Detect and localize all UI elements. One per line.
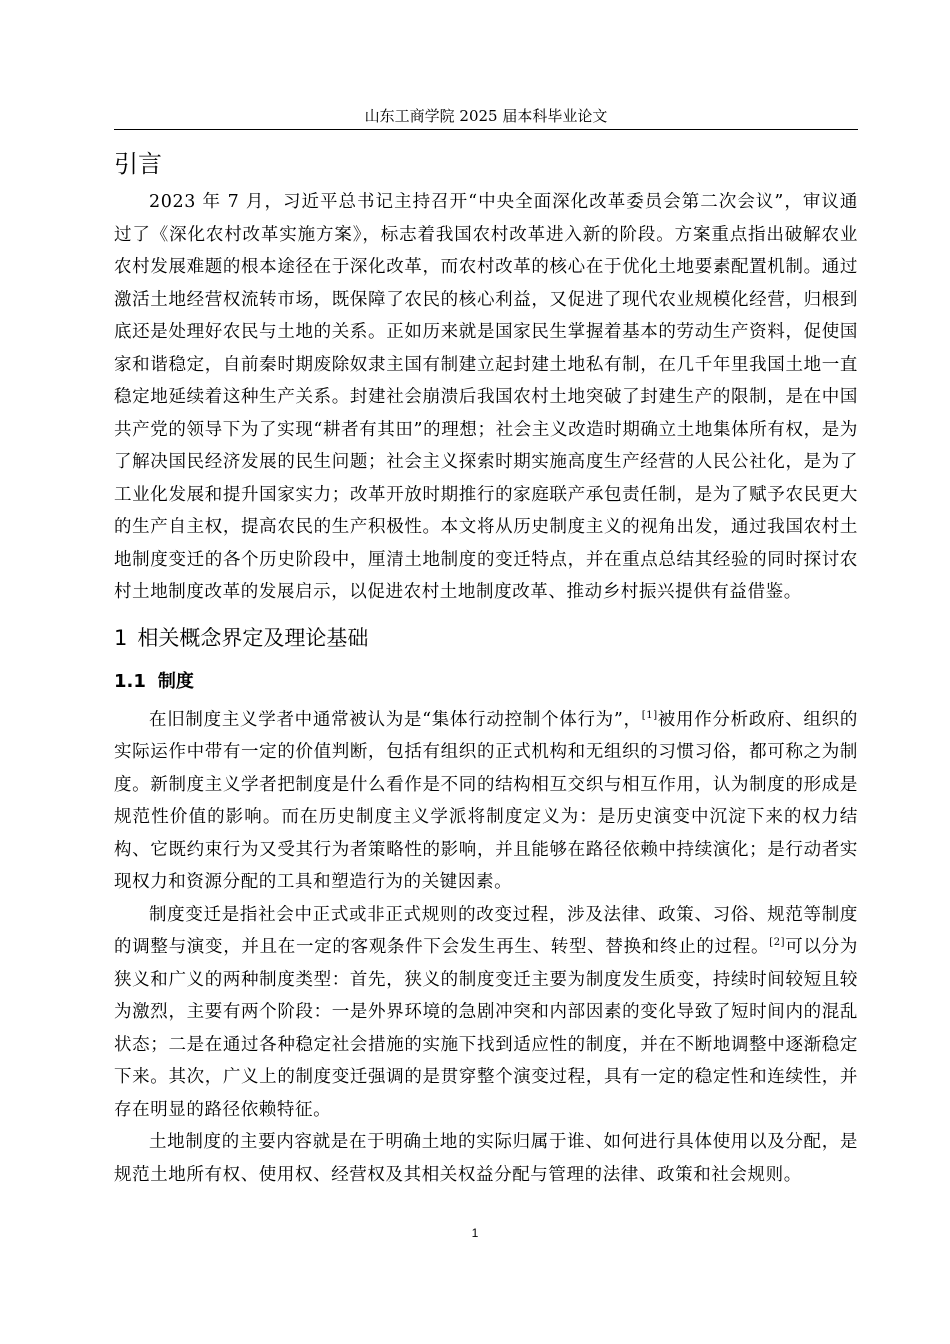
paragraph-text: 可以分为狭义和广义的两种制度类型：首先，狭义的制度变迁主要为制度发生质变，持续时间较短且较为激烈，主要有两个阶段：一是外界环境的急剧冲突和内部因素的变化导致了短时间内的混乱状态；二是在通过各种稳定社会措施的实施下找到适应性的制度，并在不断地调整中逐渐稳定下来。其次，广义上的制度变迁强调的是贯穿整个演变过程，具有一定的稳定性和连续性，并存在明显的路径依赖特征。 [114,937,858,1120]
institutional-change-paragraph [114,899,858,1127]
section-1-heading [114,616,858,660]
header-rule [114,129,858,130]
running-header: 山东工商学院 2025 届本科毕业论文 [364,107,608,125]
land-system-paragraph: 土地制度的主要内容就是在于明确土地的实际归属于谁、如何进行具体使用以及分配，是规范土地所有权、使用权、经营权及其相关权益分配与管理的法律、政策和社会规则。 [114,1132,858,1185]
page-number: 1 [471,1226,479,1240]
section-1-number: 1 [114,625,128,650]
section-1-1-heading [114,660,858,704]
section-1-title: 相关概念界定及理论基础 [137,625,369,650]
paragraph-text: 被用作分析政府、组织的实际运作中带有一定的价值判断，包括有组织的正式机构和无组织的习惯习俗，都可称之为制度。新制度主义学者把制度是什么看作是不同的结构相互交织与相互作用，认为制度的形成是规范性价值的影响。而在历史制度主义学派将制度定义为：是历史演变中沉淀下来的权力结构、它既约束行为又受其行为者策略性的影响，并且能够在路径依赖中持续演化；是行动者实现权力和资源分配的工具和塑造行为的关键因素。 [114,709,858,892]
intro-heading: 引言 [114,150,162,178]
page-content [114,142,858,1191]
paragraph-text: 制度变迁是指社会中正式或非正式规则的改变过程，涉及法律、政策、习俗、规范等制度的调整与演变，并且在一定的客观条件下会发生再生、转型、替换和终止的过程。 [114,904,858,957]
citation-ref-1[interactable]: [1] [641,709,658,721]
section-1-1-title: 制度 [157,670,194,692]
intro-paragraph: 2023 年 7 月，习近平总书记主持召开“中央全面深化改革委员会第二次会议”，审议通过了《深化农村改革实施方案》，标志着我国农村改革进入新的阶段。方案重点指出破解农业农村发展难题的根本途径在于深化改革，而农村改革的核心在于优化土地要素配置机制。通过激活土地经营权流转市场，既保障了农民的核心利益，又促进了现代农业规模化经营，归根到底还是处理好农民与土地的关系。正如历来就是国家民生掌握着基本的劳动生产资料，促使国家和谐稳定，自前秦时期废除奴隶主国有制建立起封建土地私有制，在几千年里我国土地一直稳定地延续着这种生产关系。封建社会崩溃后我国农村土地突破了封建生产的限制，是在中国共产党的领导下为了实现“耕者有其田”的理想；社会主义改造时期确立土地集体所有权，是为了解决国民经济发展的民生问题；社会主义探索时期实施高度生产经营的人民公社化，是为了工业化发展和提升国家实力；改革开放时期推行的家庭联产承包责任制，是为了赋予农民更大的生产自主权，提高农民的生产积极性。本文将从历史制度主义的视角出发，通过我国农村土地制度变迁的各个历史阶段中，厘清土地制度的变迁特点，并在重点总结其经验的同时探讨农村土地制度改革的发展启示，以促进农村土地制度改革、推动乡村振兴提供有益借鉴。 [114,192,858,602]
institution-definition-paragraph [114,704,858,899]
section-1-1-number: 1.1 [114,670,146,692]
paragraph-text: 在旧制度主义学者中通常被认为是“集体行动控制个体行为”， [149,709,642,730]
citation-ref-2[interactable]: [2] [769,937,786,949]
